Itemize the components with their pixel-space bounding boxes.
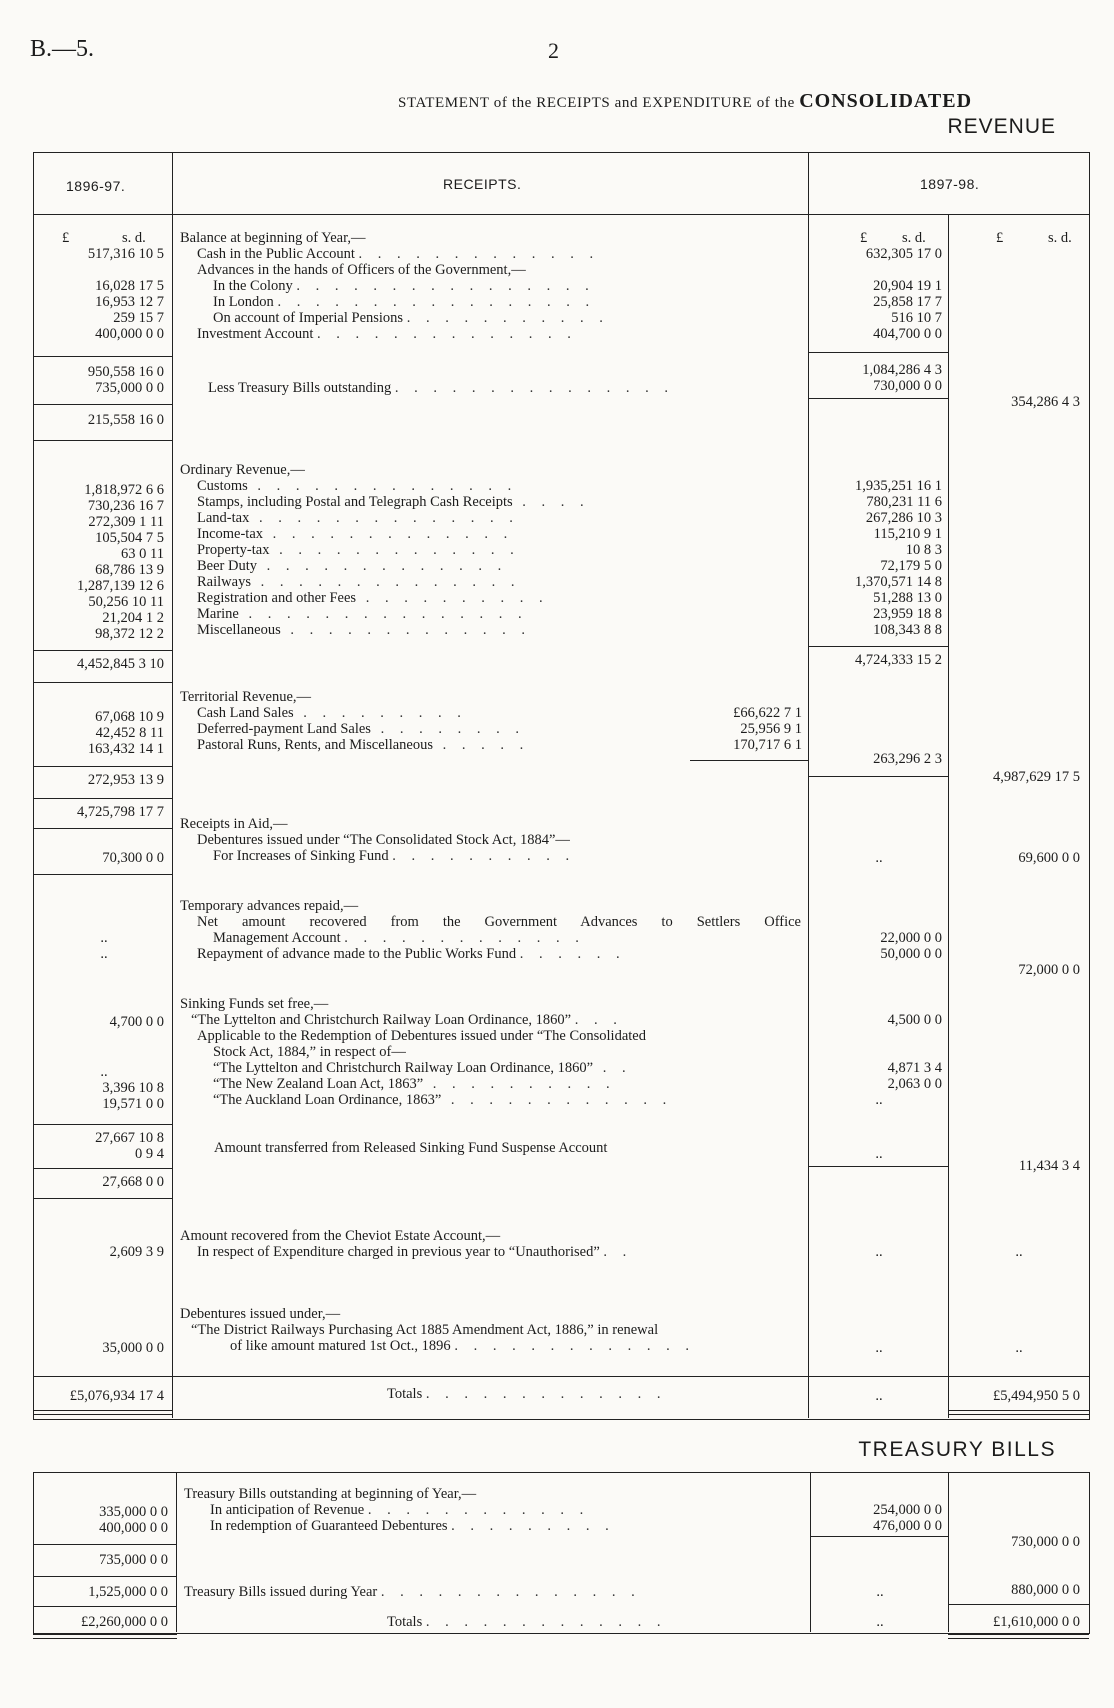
rule: [33, 1606, 177, 1607]
ordinary-item-prev: 272,309 1 11: [88, 514, 164, 530]
treasury-rev-label-text: In anticipation of Revenue: [210, 1502, 365, 1518]
sinking-subtotal-prev: 27,667 10 8: [95, 1130, 164, 1146]
territorial-heading: Territorial Revenue,—: [180, 689, 312, 705]
ordinary-item-label: Land-tax . . . . . . . . . . . . . .: [197, 510, 519, 526]
less-prev: 735,000 0 0: [95, 380, 164, 396]
pensions-label-text: On account of Imperial Pensions: [213, 310, 404, 326]
column-rule: [810, 1472, 811, 1632]
invest-curr: 404,700 0 0: [873, 326, 942, 342]
ordinary-item-prev: 68,786 13 9: [95, 562, 164, 578]
ordinary-item-label-text: Income-tax: [197, 526, 264, 542]
treasury-totals-prev: £2,260,000 0 0: [81, 1614, 168, 1630]
unit-pound-curr: £: [860, 230, 868, 246]
colony-label: In the Colony . . . . . . . . . . . . . . . .: [213, 278, 595, 294]
unit-pound-prev: £: [62, 230, 70, 246]
ordinary-item-curr: 23,959 18 8: [873, 606, 942, 622]
ordinary-item-label-text: Marine: [197, 606, 239, 622]
treasury-title: TREASURY BILLS: [858, 1438, 1056, 1461]
territorial-item-label-text: Cash Land Sales: [197, 705, 294, 721]
page-number: 2: [548, 38, 559, 63]
rule: [948, 1604, 1089, 1605]
net-total: 354,286 4 3: [1011, 394, 1080, 410]
treasury-red-label: In redemption of Guaranteed Debentures . . . . . . . . .: [210, 1518, 615, 1534]
sinking-sub-curr: 4,871 3 4: [887, 1060, 942, 1076]
sinking-total: 11,434 3 4: [1018, 1158, 1080, 1174]
treasury-totals-label: Totals . . . . . . . . . . . . .: [387, 1614, 667, 1630]
totals-curr-nil: ..: [875, 1388, 883, 1404]
unit-sd-total: s. d.: [1048, 230, 1072, 246]
sinking-sub-prev: ..: [100, 1064, 108, 1080]
totals-label: Totals . . . . . . . . . . . . .: [387, 1386, 667, 1402]
ordinary-heading: Ordinary Revenue,—: [180, 462, 305, 478]
ordinary-item-curr: 51,288 13 0: [873, 590, 942, 606]
aid-total: 69,600 0 0: [1018, 850, 1080, 866]
ordinary-item-curr: 72,179 5 0: [880, 558, 942, 574]
unit-sd-curr: s. d.: [902, 230, 926, 246]
territorial-item-label: Pastoral Runs, Rents, and Miscellaneous . . . . .: [197, 737, 530, 753]
cheviot-heading: Amount recovered from the Cheviot Estate Account,—: [180, 1228, 501, 1244]
pensions-label: On account of Imperial Pensions . . . . . . . . . . .: [213, 310, 609, 326]
deb-line1: “The District Railways Purchasing Act 1885 Amendment Act, 1886,” in renewal: [191, 1322, 659, 1338]
london-label-text: In London: [213, 294, 274, 310]
ordinary-item-label-text: Land-tax: [197, 510, 250, 526]
temp-line2: Repayment of advance made to the Public Works Fund . . . . . .: [197, 946, 626, 962]
sinking-sub-prev: 19,571 0 0: [102, 1096, 164, 1112]
ordinary-item-curr: 115,210 9 1: [873, 526, 942, 542]
sinking-applicable1: Applicable to the Redemption of Debentures issued under “The Consolidated: [197, 1028, 646, 1044]
sinking-applicable2: Stock Act, 1884,” in respect of—: [213, 1044, 406, 1060]
ordinary-item-label-text: Railways: [197, 574, 251, 590]
col-divider-1: [172, 152, 173, 1418]
statement-title-text: STATEMENT of the RECEIPTS and EXPENDITURE of the: [398, 95, 795, 111]
rule: [33, 650, 173, 651]
less-curr: 730,000 0 0: [873, 378, 942, 394]
ordinary-item-label-text: Miscellaneous: [197, 622, 281, 638]
ordinary-item-curr: 10 8 3: [905, 542, 942, 558]
deb-prev: 35,000 0 0: [102, 1340, 164, 1356]
sinking-lyttelton: “The Lyttelton and Christchurch Railway Loan Ordinance, 1860” . . .: [191, 1012, 623, 1028]
ordinary-item-label: Customs . . . . . . . . . . . . . .: [197, 478, 518, 494]
unit-sd-prev: s. d.: [122, 230, 146, 246]
cash-prev: 517,316 10 5: [87, 246, 164, 262]
deb-line2: of like amount matured 1st Oct., 1896 . . . . . . . . . . . . .: [230, 1338, 695, 1354]
aid-prev: 70,300 0 0: [102, 850, 164, 866]
pensions-curr: 516 10 7: [891, 310, 942, 326]
sinking-lyttelton-curr: 4,500 0 0: [887, 1012, 942, 1028]
ordinary-item-curr: 1,370,571 14 8: [855, 574, 942, 590]
sinking-sub-label: “The New Zealand Loan Act, 1863” . . . . . . . . . .: [213, 1076, 616, 1092]
sinking-transfer-prev: 0 9 4: [135, 1146, 164, 1162]
invest-label-text: Investment Account: [197, 326, 314, 342]
rule: [33, 682, 173, 683]
statement-subtitle: REVENUE: [947, 115, 1056, 138]
cheviot-line-text: In respect of Expenditure charged in previous year to “Unauthorised”: [197, 1244, 600, 1260]
sinking-sub-label-text: “The New Zealand Loan Act, 1863”: [213, 1076, 424, 1092]
sinking-sub-curr: ..: [875, 1092, 883, 1108]
territorial-item-inner: 170,717 6 1: [733, 737, 802, 753]
treasury-issued-prev: 1,525,000 0 0: [88, 1584, 168, 1600]
col-prev-year: 1896-97.: [66, 178, 126, 194]
ordinary-item-prev: 730,236 16 7: [87, 498, 164, 514]
rule: [33, 404, 173, 405]
aid-curr-nil: ..: [875, 850, 883, 866]
rule: [33, 356, 173, 357]
ordinary-item-curr: 108,343 8 8: [873, 622, 942, 638]
london-prev: 16,953 12 7: [95, 294, 164, 310]
aid-line1: Debentures issued under “The Consolidated Stock Act, 1884”—: [197, 832, 570, 848]
ordinary-item-label-text: Stamps, including Postal and Telegraph Cash Receipts: [197, 494, 513, 510]
statement-title-bold: CONSOLIDATED: [799, 90, 973, 112]
temp-line1: Net amount recovered from the Government Advances to Settlers Office: [197, 914, 801, 930]
cash-label: Cash in the Public Account . . . . . . . . . . . . .: [197, 246, 600, 262]
rule: [948, 1410, 1089, 1415]
colony-prev: 16,028 17 5: [95, 278, 164, 294]
sinking-sub-label-text: “The Auckland Loan Ordinance, 1863”: [213, 1092, 442, 1108]
sinking-sub-label: “The Lyttelton and Christchurch Railway Loan Ordinance, 1860” . .: [213, 1060, 632, 1076]
sinking-heading: Sinking Funds set free,—: [180, 996, 329, 1012]
totals-prev: £5,076,934 17 4: [69, 1388, 164, 1404]
sinking-lyttelton-prev: 4,700 0 0: [109, 1014, 164, 1030]
london-label: In London . . . . . . . . . . . . . . . . .: [213, 294, 596, 310]
rule: [33, 1376, 1089, 1377]
ordinary-item-label: Miscellaneous . . . . . . . . . . . . .: [197, 622, 532, 638]
ordinary-item-label: Property-tax . . . . . . . . . . . . .: [197, 542, 520, 558]
treasury-sub-prev: 735,000 0 0: [99, 1552, 168, 1568]
sinking-sub-prev: 3,396 10 8: [102, 1080, 164, 1096]
invest-label: Investment Account . . . . . . . . . . . . . .: [197, 326, 577, 342]
rule: [33, 828, 173, 829]
ordinary-item-prev: 1,287,139 12 6: [77, 578, 164, 594]
cash-curr: 632,305 17 0: [865, 246, 942, 262]
rule: [808, 352, 949, 353]
rule: [810, 1536, 949, 1537]
document-ref: B.—5.: [30, 36, 95, 62]
less-label-text: Less Treasury Bills outstanding: [208, 380, 392, 396]
rule: [690, 760, 808, 761]
temp-line1-curr: 22,000 0 0: [880, 930, 942, 946]
net-prev: 215,558 16 0: [87, 412, 164, 428]
territorial-item-inner: £66,622 7 1: [733, 705, 802, 721]
column-rule: [948, 1472, 949, 1632]
opening-heading: Balance at beginning of Year,—: [180, 230, 366, 246]
totals-curr: £5,494,950 5 0: [993, 1388, 1080, 1404]
ordinary-item-curr: 780,231 11 6: [866, 494, 942, 510]
treasury-issued-label: Treasury Bills issued during Year . . . . . . . . . . . . . .: [184, 1584, 641, 1600]
col-receipts: RECEIPTS.: [443, 176, 522, 192]
treasury-issued-total: 880,000 0 0: [1011, 1582, 1080, 1598]
rule: [808, 398, 949, 399]
rule: [33, 874, 173, 875]
revenue-prev: 4,725,798 17 7: [77, 804, 164, 820]
ordinary-item-label-text: Beer Duty: [197, 558, 257, 574]
territorial-item-prev: 67,068 10 9: [95, 709, 164, 725]
rule: [33, 1198, 173, 1199]
subtotal-prev: 950,558 16 0: [87, 364, 164, 380]
ordinary-item-label: Beer Duty . . . . . . . . . . . . .: [197, 558, 508, 574]
sinking-transfer-nil: ..: [875, 1146, 883, 1162]
treasury-issued-label-text: Treasury Bills issued during Year: [184, 1584, 378, 1600]
subtotal-curr: 1,084,286 4 3: [862, 362, 942, 378]
territorial-total-prev: 272,953 13 9: [87, 772, 164, 788]
rule: [33, 440, 173, 441]
aid-heading: Receipts in Aid,—: [180, 816, 288, 832]
ordinary-item-label: Marine . . . . . . . . . . . . . . .: [197, 606, 528, 622]
treasury-sub-total: 730,000 0 0: [1011, 1534, 1080, 1550]
sinking-transfer-label: Amount transferred from Released Sinking Fund Suspense Account: [214, 1140, 608, 1156]
ordinary-item-prev: 98,372 12 2: [95, 626, 164, 642]
unit-pound-total: £: [996, 230, 1004, 246]
ordinary-item-curr: 267,286 10 3: [865, 510, 942, 526]
temp-heading: Temporary advances repaid,—: [180, 898, 359, 914]
aid-line2-text: For Increases of Sinking Fund: [213, 848, 389, 864]
treasury-red-prev: 400,000 0 0: [99, 1520, 168, 1536]
temp-line2-curr: 50,000 0 0: [880, 946, 942, 962]
territorial-item-label-text: Pastoral Runs, Rents, and Miscellaneous: [197, 737, 434, 753]
cheviot-curr-nil: ..: [875, 1244, 883, 1260]
rule: [33, 1544, 177, 1545]
temp-prev-nil-2: ..: [100, 946, 108, 962]
rule: [33, 798, 173, 799]
rule: [808, 776, 949, 777]
territorial-item-prev: 42,452 8 11: [95, 725, 164, 741]
deb-line2-text: of like amount matured 1st Oct., 1896: [230, 1338, 451, 1354]
treasury-red-label-text: In redemption of Guaranteed Debentures: [210, 1518, 448, 1534]
sinking-sub-label: “The Auckland Loan Ordinance, 1863” . . . . . . . . . . . .: [213, 1092, 673, 1108]
sinking-sub-curr: 2,063 0 0: [887, 1076, 942, 1092]
invest-prev: 400,000 0 0: [95, 326, 164, 342]
cheviot-total-nil: ..: [1015, 1244, 1023, 1260]
colony-label-text: In the Colony: [213, 278, 293, 294]
sinking-total-prev: 27,668 0 0: [102, 1174, 164, 1190]
deb-heading: Debentures issued under,—: [180, 1306, 341, 1322]
territorial-total-curr: 263,296 2 3: [873, 751, 942, 767]
rule: [948, 1634, 1089, 1639]
territorial-item-label-text: Deferred-payment Land Sales: [197, 721, 371, 737]
col-curr-year: 1897-98.: [920, 176, 980, 192]
colony-curr: 20,904 19 1: [873, 278, 942, 294]
sinking-lyttelton-text: “The Lyttelton and Christchurch Railway Loan Ordinance, 1860”: [191, 1012, 572, 1028]
treasury-rev-prev: 335,000 0 0: [99, 1504, 168, 1520]
rule: [33, 1576, 177, 1577]
deb-curr-nil: ..: [875, 1340, 883, 1356]
temp-line1b-text: Management Account: [213, 930, 341, 946]
temp-prev-nil-1: ..: [100, 930, 108, 946]
ordinary-item-prev: 105,504 7 5: [95, 530, 164, 546]
col-divider-2: [808, 152, 809, 1418]
territorial-item-prev: 163,432 14 1: [87, 741, 164, 757]
treasury-rev-curr: 254,000 0 0: [873, 1502, 942, 1518]
rule: [33, 1124, 173, 1125]
treasury-totals-nil: ..: [876, 1614, 884, 1630]
pensions-prev: 259 15 7: [113, 310, 164, 326]
ordinary-total-curr: 4,724,333 15 2: [855, 652, 942, 668]
ordinary-item-curr: 1,935,251 16 1: [855, 478, 942, 494]
rule: [33, 1168, 173, 1169]
rule: [33, 1634, 177, 1639]
treasury-totals-curr: £1,610,000 0 0: [993, 1614, 1080, 1630]
col-divider-3: [948, 214, 949, 1418]
rule: [808, 646, 949, 647]
sinking-sub-label-text: “The Lyttelton and Christchurch Railway Loan Ordinance, 1860”: [213, 1060, 594, 1076]
cheviot-prev: 2,609 3 9: [109, 1244, 164, 1260]
ordinary-item-label-text: Registration and other Fees: [197, 590, 357, 606]
ordinary-item-prev: 21,204 1 2: [102, 610, 164, 626]
territorial-item-label: Deferred-payment Land Sales . . . . . . . .: [197, 721, 525, 737]
ordinary-item-prev: 63 0 11: [121, 546, 164, 562]
ordinary-item-label: Income-tax . . . . . . . . . . . . .: [197, 526, 514, 542]
ordinary-item-prev: 1,818,972 6 6: [84, 482, 164, 498]
london-curr: 25,858 17 7: [873, 294, 942, 310]
column-rule: [176, 1472, 177, 1632]
treasury-issued-nil: ..: [876, 1584, 884, 1600]
ordinary-item-label: Railways . . . . . . . . . . . . . .: [197, 574, 521, 590]
territorial-item-inner: 25,956 9 1: [740, 721, 802, 737]
territorial-item-label: Cash Land Sales . . . . . . . . .: [197, 705, 467, 721]
less-label: Less Treasury Bills outstanding . . . . . . . . . . . . . . .: [208, 380, 675, 396]
ordinary-item-label-text: Property-tax: [197, 542, 270, 558]
treasury-red-curr: 476,000 0 0: [873, 1518, 942, 1534]
temp-line1b: Management Account . . . . . . . . . . . . .: [213, 930, 585, 946]
statement-title: [398, 90, 972, 113]
rule: [808, 1166, 949, 1167]
treasury-totals-label-text: Totals: [387, 1614, 423, 1630]
cash-label-text: Cash in the Public Account: [197, 246, 355, 262]
header-rule: [33, 214, 1089, 215]
advances-heading: Advances in the hands of Officers of the Government,—: [197, 262, 526, 278]
ordinary-item-label: Registration and other Fees . . . . . . . . . .: [197, 590, 549, 606]
deb-total-nil: ..: [1015, 1340, 1023, 1356]
temp-total: 72,000 0 0: [1018, 962, 1080, 978]
ordinary-total-prev: 4,452,845 3 10: [77, 656, 164, 672]
treasury-rev-label: In anticipation of Revenue . . . . . . . . . . . .: [210, 1502, 590, 1518]
ordinary-item-label-text: Customs: [197, 478, 248, 494]
treasury-heading: Treasury Bills outstanding at beginning of Year,—: [184, 1486, 477, 1502]
ordinary-item-prev: 50,256 10 11: [88, 594, 164, 610]
aid-line2: For Increases of Sinking Fund . . . . . . . . . .: [213, 848, 576, 864]
rule: [33, 766, 173, 767]
ordinary-item-label: Stamps, including Postal and Telegraph Cash Receipts . . . .: [197, 494, 590, 510]
cheviot-line: In respect of Expenditure charged in previous year to “Unauthorised” . .: [197, 1244, 633, 1260]
temp-line2-text: Repayment of advance made to the Public Works Fund: [197, 946, 517, 962]
rule: [33, 1410, 173, 1415]
revenue-total: 4,987,629 17 5: [993, 769, 1080, 785]
totals-label-text: Totals: [387, 1386, 423, 1402]
